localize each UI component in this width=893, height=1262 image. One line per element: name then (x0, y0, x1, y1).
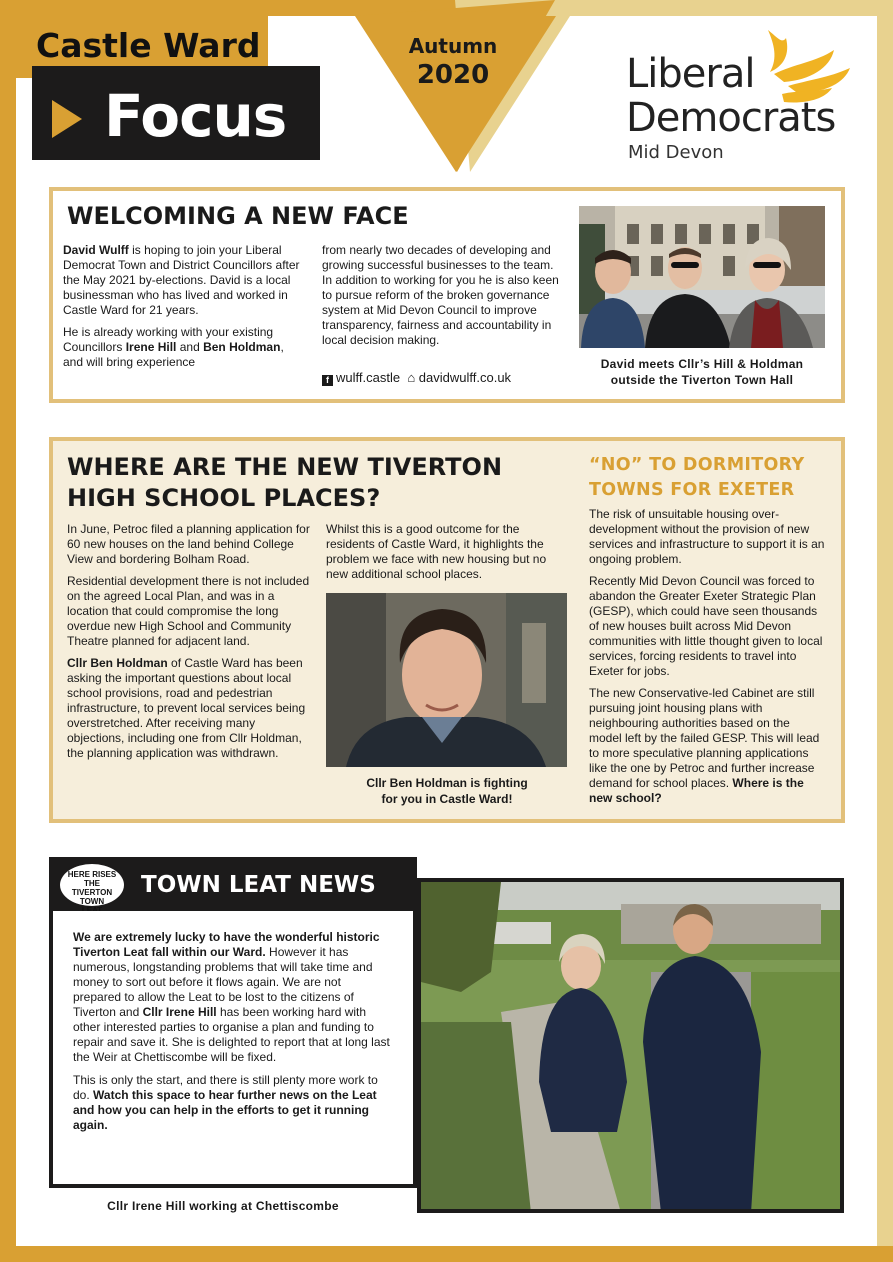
leat-call-to-action: Watch this space to hear further news on the Leat and how you can help in the efforts to get it running again. (73, 1088, 377, 1132)
welcome-caption-line-1: David meets Cllr’s Hill & Holdman (600, 357, 804, 371)
welcome-links (322, 370, 511, 386)
leat-councillor-name: Cllr Irene Hill (142, 1005, 217, 1019)
leat-photo-caption: Cllr Irene Hill working at Chettiscombe (107, 1199, 339, 1213)
school-councillor-name: Cllr Ben Holdman (67, 656, 168, 670)
leat-plaque-icon (58, 862, 126, 908)
party-name-line2: Democrats (626, 95, 836, 141)
welcome-column-2 (322, 243, 566, 355)
party-name-line1: Liberal (626, 51, 755, 97)
school-para-3: of Castle Ward has been asking the important questions about local school provisions, road and pedestrian infrastructure, to prevent local services being overstretched. After receiving many objections, including one from Cllr Holdman, the planning application was withdrawn. (67, 656, 306, 760)
school-caption-line-2: for you in Castle Ward! (381, 792, 513, 806)
facebook-icon: f (322, 375, 333, 386)
season-year: 2020 (416, 60, 490, 90)
dormitory-para-2: Recently Mid Devon Council was forced to abandon the Greater Exeter Strategic Plan (GESP), which could have seen thousands of new houses built across Mid Devon communities with little thought given to local services, forcing residents to travel into Exeter for jobs. (589, 574, 823, 678)
leat-para-1: However it has numerous, longstanding problems that will take time and money to sort out before it flows again. We are not prepared to allow the Leat to be lost to the citizens of Tiverton and (73, 945, 373, 1019)
masthead-title: Focus (104, 82, 287, 150)
plaque-line-2: THE (84, 879, 100, 888)
welcome-heading: WELCOMING A NEW FACE (67, 202, 409, 230)
dormitory-heading: “NO” TO DORMITORY TOWNS FOR EXETER (589, 455, 805, 500)
ben-holdman-photo (326, 593, 567, 767)
dormitory-para-3: The new Conservative-led Cabinet are still pursuing joint housing plans with neighbouring authorities based on the model left by the failed GESP. This will lead to more speculative planning applications like the one by Petroc and further increase demand for school places. (589, 686, 820, 790)
leat-para-1-end: has been working hard with other interested parties to organise a plan and funding to repair and save it. She is delighted to report that at long last the Weir at Chettiscombe will be fixed. (73, 1005, 390, 1064)
welcome-caption-line-2: outside the Tiverton Town Hall (610, 373, 794, 387)
school-para-4: Whilst this is a good outcome for the residents of Castle Ward, it highlights the problem we face with new housing but no new additional school places. (326, 522, 547, 581)
welcome-name: David Wulff (63, 243, 129, 257)
dormitory-para-1: The risk of unsuitable housing over-development without the provision of new services and infrastructure to support it is an ongoing problem. (589, 507, 825, 566)
irene-hill-chettiscombe-photo (417, 878, 844, 1213)
welcome-para-1: is hoping to join your Liberal Democrat Town and District Councillors after the May 2021 by-elections. David is a local businessman who has lived and worked in Castle Ward for 21 years. (63, 243, 300, 317)
welcome-and: and (176, 340, 204, 354)
welcome-para-2: He is already working with your existing Councillors (63, 325, 274, 354)
season-label: Autumn (408, 34, 498, 58)
plaque-line-1: HERE RISES (67, 870, 117, 879)
school-photo-caption (320, 775, 574, 807)
school-heading: WHERE ARE THE NEW TIVERTON HIGH SCHOOL PLACES? (67, 453, 503, 512)
school-para-2: Residential development there is not included on the agreed Local Plan, and was in a location that could compromise the long overdue new High School and Community Theatre planned for adjacent land. (67, 574, 310, 648)
leat-para-2: This is only the start, and there is still plenty more work to do. (73, 1073, 378, 1102)
dormitory-question: Where is the new school? (589, 776, 804, 805)
leat-body (73, 930, 391, 1141)
school-column-1 (67, 522, 311, 768)
welcome-para-2-end: , and will bring experience (63, 340, 284, 369)
play-arrow-icon (52, 100, 82, 138)
welcome-photo-caption (575, 356, 829, 388)
david-meets-councillors-photo (579, 206, 825, 348)
school-column-2 (326, 522, 570, 589)
welcome-column-1 (63, 243, 303, 377)
website-link[interactable]: davidwulff.co.uk (418, 370, 512, 385)
school-caption-line-1: Cllr Ben Holdman is fighting (366, 776, 528, 790)
welcome-councillor-1: Irene Hill (125, 340, 177, 354)
plaque-line-3: TIVERTON TOWN (71, 888, 113, 906)
home-icon: ⌂ (407, 370, 416, 385)
school-para-1: In June, Petroc filed a planning application for 60 new houses on the land behind College View and bordering Bolham Road. (67, 522, 310, 566)
leat-heading: TOWN LEAT NEWS (141, 872, 376, 898)
dormitory-column (589, 507, 825, 813)
party-branch: Mid Devon (628, 142, 724, 163)
welcome-councillor-2: Ben Holdman (203, 340, 281, 354)
welcome-para-3: from nearly two decades of developing and growing successful businesses to the team. In addition to working for you he is also keen to pursue reform of the broken governance system at Mid Devon Council to improve transparency, fairness and accountability in local decision making. (322, 243, 559, 347)
leat-intro: We are extremely lucky to have the wonderful historic Tiverton Leat fall within our Ward. (73, 930, 380, 959)
facebook-handle[interactable]: wulff.castle (336, 370, 401, 385)
page-border-bottom (0, 1246, 893, 1262)
ward-title: Castle Ward (36, 26, 261, 65)
